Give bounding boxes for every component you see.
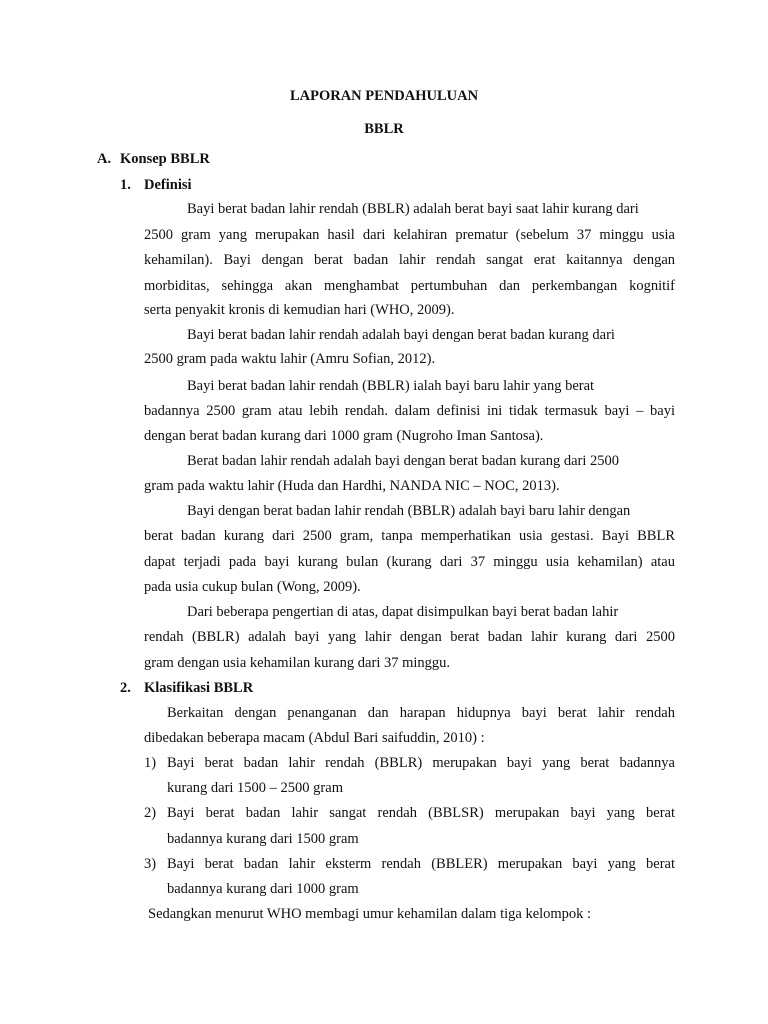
def-p3-line-2: badannya 2500 gram atau lebih rendah. dalam definisi ini tidak termasuk bayi – bayi bbox=[144, 403, 675, 419]
klas-item-2-number: 2) bbox=[144, 805, 157, 821]
klas-item-1-number: 1) bbox=[144, 755, 157, 771]
def-p2-line-1: Bayi berat badan lahir rendah adalah bayi dengan berat badan kurang dari bbox=[187, 327, 615, 343]
klas-intro-line-2: dibedakan beberapa macam (Abdul Bari saifuddin, 2010) : bbox=[144, 730, 485, 746]
klas-intro-line-1: Berkaitan dengan penanganan dan harapan hidupnya bayi berat lahir rendah bbox=[167, 705, 675, 721]
def-p4-line-1: Berat badan lahir rendah adalah bayi dengan berat badan kurang dari 2500 bbox=[187, 453, 619, 469]
doc-title: LAPORAN PENDAHULUAN bbox=[289, 88, 479, 104]
section-a-label: A. bbox=[97, 151, 112, 167]
def-p1-line-3: kehamilan). Bayi dengan berat badan lahir rendah sangat erat kaitannya dengan bbox=[144, 252, 675, 268]
who-line: Sedangkan menurut WHO membagi umur kehamilan dalam tiga kelompok : bbox=[148, 906, 592, 922]
section-a-heading: Konsep BBLR bbox=[120, 151, 210, 167]
def-p5-line-4: pada usia cukup bulan (Wong, 2009). bbox=[144, 579, 361, 595]
sub1-label: 1. bbox=[120, 177, 131, 193]
doc-subtitle: BBLR bbox=[364, 121, 404, 137]
def-p5-line-1: Bayi dengan berat badan lahir rendah (BBLR) adalah bayi baru lahir dengan bbox=[187, 503, 631, 519]
klas-item-1-line-2: kurang dari 1500 – 2500 gram bbox=[167, 780, 343, 796]
klas-item-3-line-1: Bayi berat badan lahir eksterm rendah (BBLER) merupakan bayi yang berat bbox=[167, 856, 675, 872]
def-p1-line-2: 2500 gram yang merupakan hasil dari kelahiran prematur (sebelum 37 minggu usia bbox=[144, 227, 675, 243]
def-p6-line-3: gram dengan usia kehamilan kurang dari 37 minggu. bbox=[144, 655, 451, 671]
def-p2-line-2: 2500 gram pada waktu lahir (Amru Sofian, 2012). bbox=[144, 351, 436, 367]
def-p6-line-2: rendah (BBLR) adalah bayi yang lahir dengan berat badan lahir kurang dari 2500 bbox=[144, 629, 675, 645]
def-p3-line-1: Bayi berat badan lahir rendah (BBLR) ialah bayi baru lahir yang berat bbox=[187, 378, 595, 394]
def-p1-line-5: serta penyakit kronis di kemudian hari (WHO, 2009). bbox=[144, 302, 455, 318]
klas-item-3-line-2: badannya kurang dari 1000 gram bbox=[167, 881, 359, 897]
klas-item-3-number: 3) bbox=[144, 856, 157, 872]
def-p5-line-3: dapat terjadi pada bayi kurang bulan (kurang dari 37 minggu usia kehamilan) atau bbox=[144, 554, 675, 570]
klas-item-1-line-1: Bayi berat badan lahir rendah (BBLR) merupakan bayi yang berat badannya bbox=[167, 755, 675, 771]
klas-item-2-line-2: badannya kurang dari 1500 gram bbox=[167, 831, 359, 847]
klas-item-2-line-1: Bayi berat badan lahir sangat rendah (BBLSR) merupakan bayi yang berat bbox=[167, 805, 675, 821]
sub1-heading: Definisi bbox=[144, 177, 192, 193]
def-p6-line-1: Dari beberapa pengertian di atas, dapat disimpulkan bayi berat badan lahir bbox=[187, 604, 619, 620]
def-p5-line-2: berat badan kurang dari 2500 gram, tanpa memperhatikan usia gestasi. Bayi BBLR bbox=[144, 528, 675, 544]
sub2-heading: Klasifikasi BBLR bbox=[144, 680, 254, 696]
def-p1-line-4: morbiditas, sehingga akan menghambat pertumbuhan dan perkembangan kognitif bbox=[144, 278, 675, 294]
def-p4-line-2: gram pada waktu lahir (Huda dan Hardhi, NANDA NIC – NOC, 2013). bbox=[144, 478, 560, 494]
def-p1-line-1: Bayi berat badan lahir rendah (BBLR) adalah berat bayi saat lahir kurang dari bbox=[187, 201, 639, 217]
sub2-label: 2. bbox=[120, 680, 131, 696]
def-p3-line-3: dengan berat badan kurang dari 1000 gram (Nugroho Iman Santosa). bbox=[144, 428, 544, 444]
